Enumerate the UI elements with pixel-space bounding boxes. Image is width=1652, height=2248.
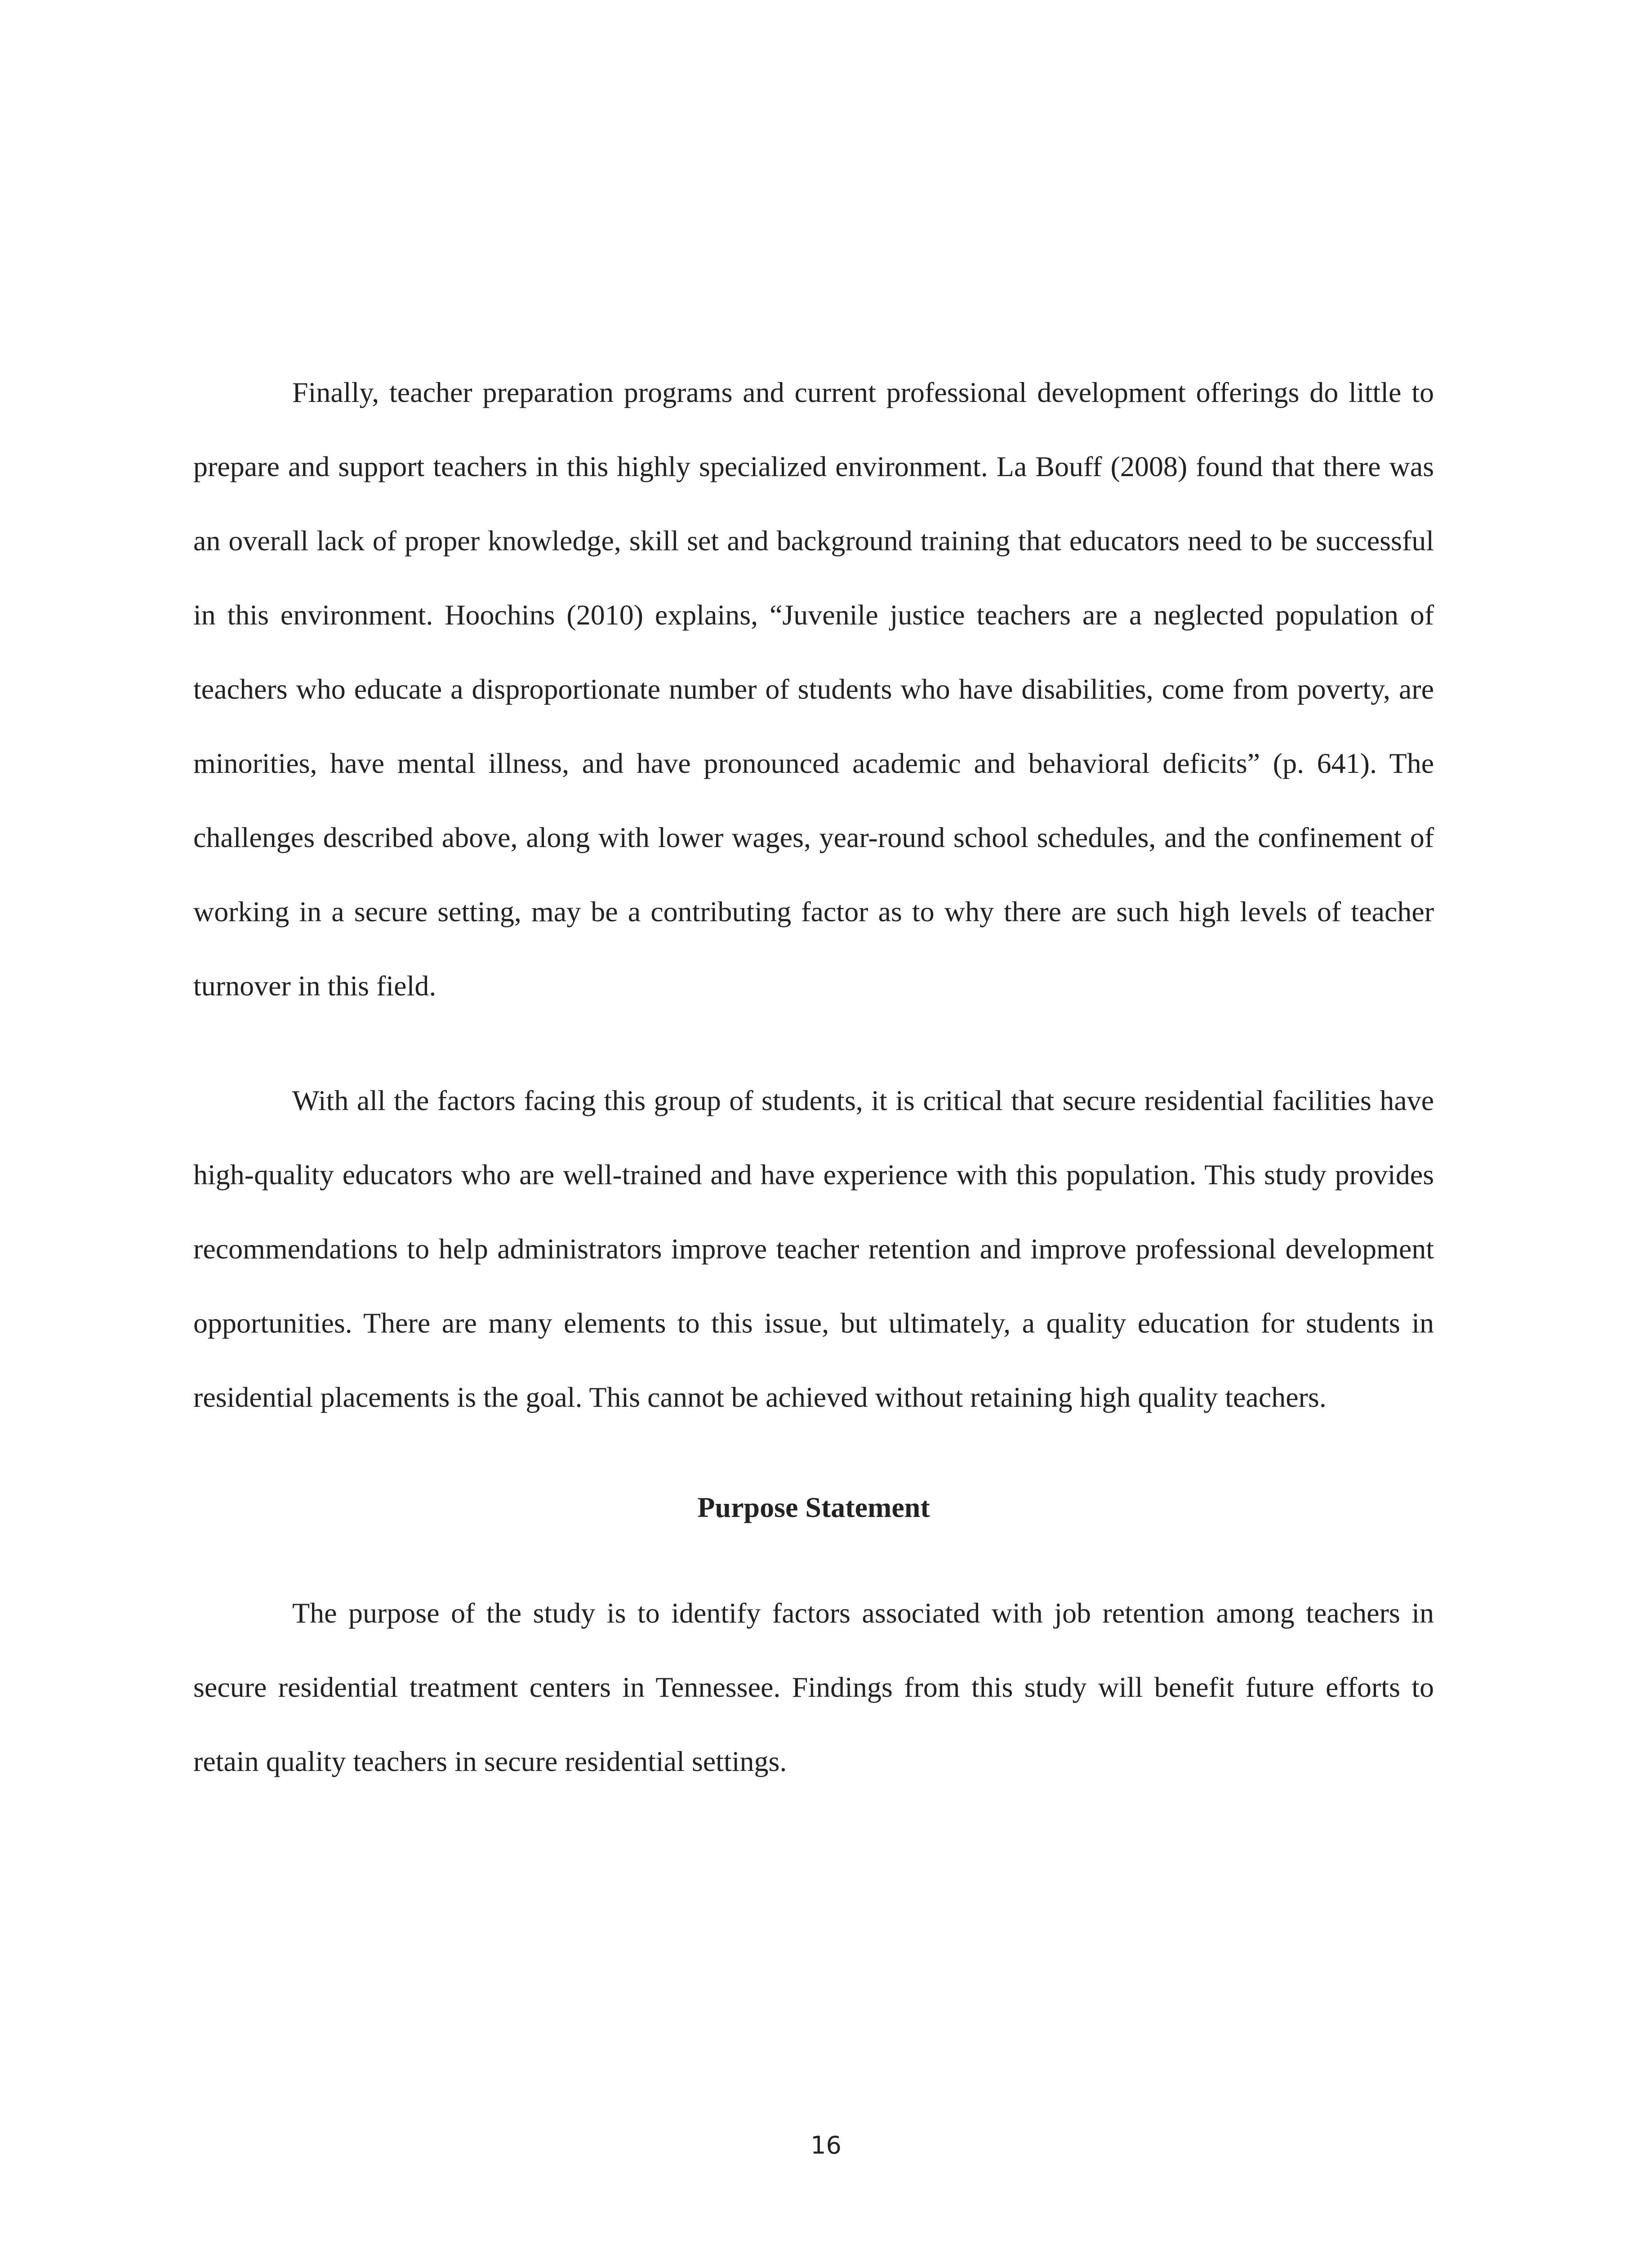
paragraph-factors-facing-students: With all the factors facing this group of students, it is critical that secure residential facilities have high-quality educators who are well-trained and have experience with this population. This study provides recommendations to help administrators improve teacher retention and improve professional development opportunities. There are many elements to this issue, but ultimately, a quality education for students in residential placements is the goal. This cannot be achieved without retaining high quality teachers. <box>193 1084 1434 1413</box>
paragraph-purpose: The purpose of the study is to identify factors associated with job retention among teachers in secure residential treatment centers in Tennessee. Findings from this study will benefit future efforts to retain quality teachers in secure residential settings. <box>193 1597 1434 1777</box>
body-text <box>193 355 1434 1798</box>
paragraph-teacher-preparation: Finally, teacher preparation programs and current professional development offerings do little to prepare and support teachers in this highly specialized environment. La Bouff (2008) found that there was an overall lack of proper knowledge, skill set and background training that educators need to be successful in this environment. Hoochins (2010) explains, “Juvenile justice teachers are a neglected population of teachers who educate a disproportionate number of students who have disabilities, come from poverty, are minorities, have mental illness, and have pronounced academic and behavioral deficits” (p. 641). The challenges described above, along with lower wages, year-round school schedules, and the confinement of working in a secure setting, may be a contributing factor as to why there are such high levels of teacher turnover in this field. <box>193 376 1434 1002</box>
section-heading: Purpose Statement <box>697 1491 930 1523</box>
page-number: 16 <box>810 2131 842 2159</box>
